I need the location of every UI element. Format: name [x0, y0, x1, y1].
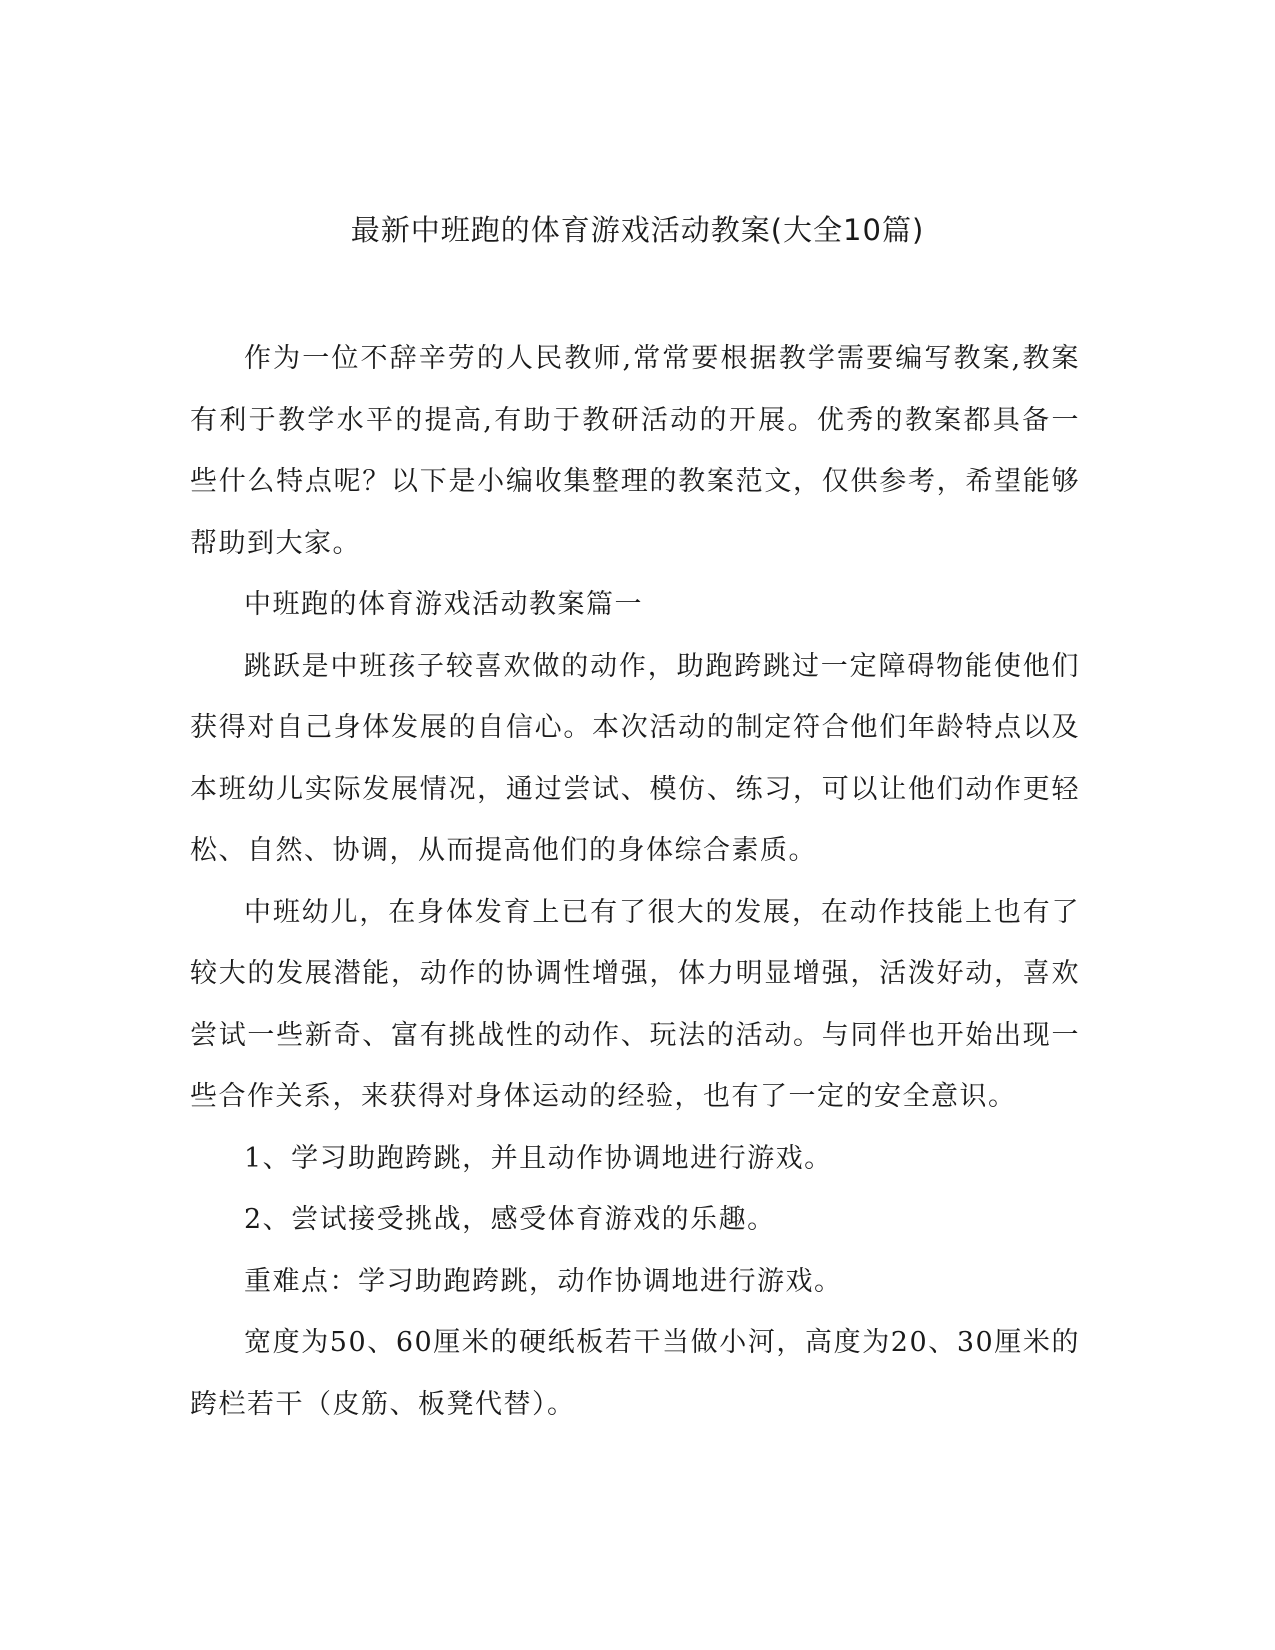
key-difficulty: 重难点：学习助跑跨跳，动作协调地进行游戏。 — [244, 1265, 843, 1297]
goal-item-2: 2、尝试接受挑战，感受体育游戏的乐趣。 — [244, 1204, 776, 1235]
materials-paragraph: 宽度为50、60厘米的硬纸板若干当做小河，高度为20、30厘米的跨栏若干（皮筋、板凳代替）。 — [190, 1327, 1080, 1420]
paragraph-children-development: 中班幼儿，在身体发育上已有了很大的发展，在动作技能上也有了较大的发展潜能，动作的协调性增强，体力明显增强，活泼好动，喜欢尝试一些新奇、富有挑战性的动作、玩法的活动。与同伴也开始出现一些合作关系，来获得对身体运动的经验，也有了一定的安全意识。 — [190, 896, 1080, 1112]
document-title: 最新中班跑的体育游戏活动教案(大全10篇) — [350, 213, 925, 247]
section-heading: 中班跑的体育游戏活动教案篇一 — [244, 589, 643, 620]
paragraph-intro: 作为一位不辞辛劳的人民教师,常常要根据教学需要编写教案,教案有利于教学水平的提高,有助于教研活动的开展。优秀的教案都具备一些什么特点呢？以下是小编收集整理的教案范文，仅供参考，希望能够帮助到大家。 — [190, 343, 1080, 559]
goal-item-1: 1、学习助跑跨跳，并且动作协调地进行游戏。 — [244, 1142, 833, 1174]
document-body — [190, 328, 1080, 1435]
paragraph-jumping: 跳跃是中班孩子较喜欢做的动作，助跑跨跳过一定障碍物能使他们获得对自己身体发展的自信心。本次活动的制定符合他们年龄特点以及本班幼儿实际发展情况，通过尝试、模仿、练习，可以让他们动作更轻松、自然、协调，从而提高他们的身体综合素质。 — [190, 650, 1080, 866]
